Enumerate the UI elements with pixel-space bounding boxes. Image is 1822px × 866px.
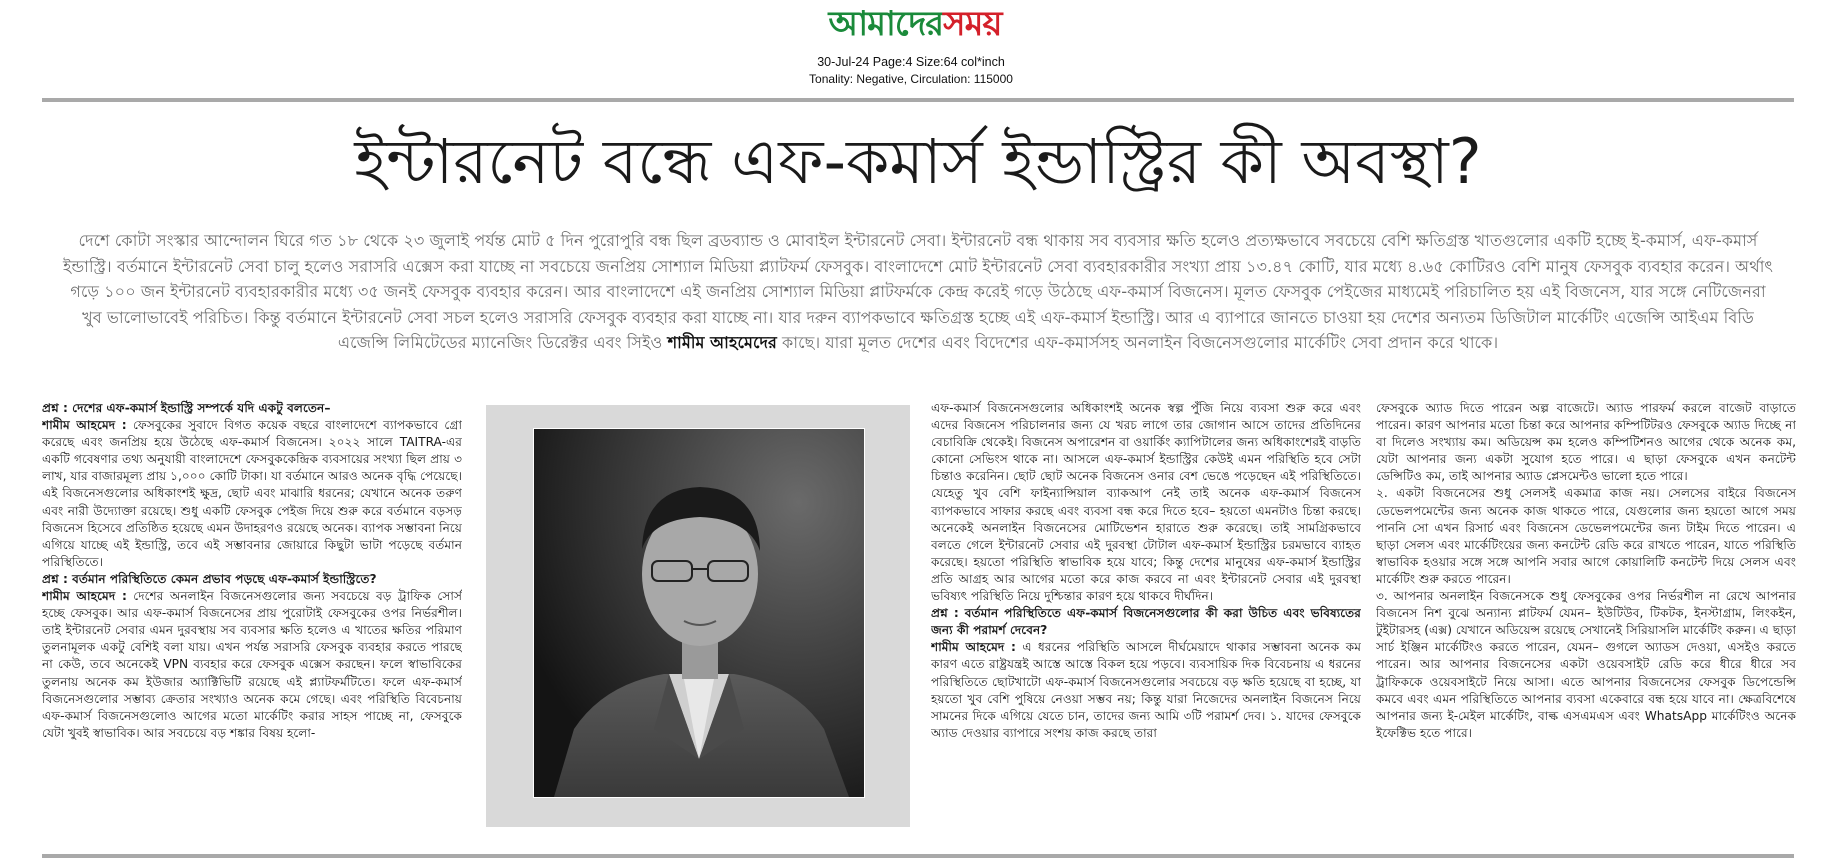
article-intro: [62, 228, 1774, 384]
question-3: প্রশ্ন : বর্তমান পরিস্থিতিতে এফ-কমার্স বিজনেসগুলোর কী করা উচিত এবং ভবিষ্যতের জন্য কী পরামর্শ দেবেন?: [931, 606, 1361, 638]
question-2: প্রশ্ন : বর্তমান পরিস্থিতিতে কেমন প্রভাব পড়ছে এফ-কমার্স ইন্ডাস্ট্রিতে?: [42, 571, 377, 586]
answer-text: ফেসবুকের সুবাদে বিগত কয়েক বছরে বাংলাদেশে ব্যাপকভাবে গ্রো করেছে এবং জনপ্রিয় হয়ে উঠেছে এফ-কমার্স বিজনেস। ২০২২ সালে TAITRA-এর একটি গবেষণার তথ্য অনুযায়ী বাংলাদেশে ফেসবুককেন্দ্রিক ব্যবসায়ের সংখ্যা ছিল প্রায় ৩ লাখ, যার বাজারমূল্য প্রায় ১,০০০ কোটি টাকা। যা বর্তমানে আরও অনেক বৃদ্ধি পেয়েছে। এই বিজনেসগুলোর অধিকাংশই ক্ষুদ্র, ছোট এবং মাঝারি ধরনের; যেখানে অনেক তরুণ এবং নারী উদ্যোক্তা রয়েছে। শুধু একটি ফেসবুক পেইজ দিয়ে শুরু করে বর্তমানে বড়সড় বিজনেস হিসেবে প্রতিষ্ঠিত হয়েছে এমন উদাহরণও রয়েছে অনেক। ব্যাপক সম্ভাবনা নিয়ে এগিয়ে যাচ্ছে এই ইন্ডাস্ট্রি, তবে এই সম্ভাবনার জোয়ারে কিছুটা ভাটা পড়েছে বর্তমান পরিস্থিতিতে।: [42, 418, 462, 569]
logo-part-green: আমাদের: [828, 4, 944, 44]
answer-1: [42, 417, 462, 571]
article-column-3: [931, 400, 1361, 830]
newspaper-logo: [775, 2, 1055, 46]
intro-text-2: কাছে। যারা মূলত দেশের এবং বিদেশের এফ-কমার্সসহ অনলাইন বিজনেসগুলোর মার্কেটিং সেবা প্রদান করে থাকে।: [782, 333, 1499, 352]
interviewee-photo: [533, 428, 865, 798]
article-column-4: [1376, 400, 1796, 830]
answer-3: [931, 639, 1361, 742]
answer-speaker: শামীম আহমেদ :: [42, 418, 127, 433]
answer-2: [42, 588, 462, 742]
question-1: প্রশ্ন : দেশের এফ-কমার্স ইন্ডাস্ট্রি সম্পর্কে যদি একটু বলতেন–: [42, 401, 331, 415]
paragraph: ২. একটা বিজনেসের শুধু সেলসই একমাত্র কাজ নয়। সেলসের বাইরে বিজনেস ডেভেলপমেন্টের জন্য অনেক কাজ থাকতে পারে, যেগুলোর জন্য হয়তো আগে সময় পাননি সো এখন রিসার্চ এবং বিজনেস ডেভেলপমেন্টের জন্য টাইম দিতে পারেন। এ ছাড়া সেলস এবং মার্কেটিংয়ের জন্য কনটেন্ট রেডি করে রাখতে পারেন, যাতে পরিস্থিতি স্বাভাবিক হওয়ার সঙ্গে সঙ্গে আপনি সবার আগে কোয়ালিটি কনটেন্ট দিয়ে সেলস এবং মার্কেটিং শুরু করতে পারেন।: [1376, 486, 1796, 586]
bottom-divider: [42, 854, 1794, 858]
intro-text-1: দেশে কোটা সংস্কার আন্দোলন ঘিরে গত ১৮ থেকে ২৩ জুলাই পর্যন্ত মোট ৫ দিন পুরোপুরি বন্ধ ছিল ব্রডব্যান্ড ও মোবাইল ইন্টারনেট সেবা। ইন্টারনেট বন্ধ থাকায় সব ব্যবসার ক্ষতি হলেও প্রত্যক্ষভাবে সবচেয়ে বেশি ক্ষতিগ্রস্ত খাতগুলোর একটি হচ্ছে ই-কমার্স, এফ-কমার্স ইন্ডাস্ট্রি। বর্তমানে ইন্টারনেট সেবা চালু হলেও সরাসরি এক্সেস করা যাচ্ছে না সবচেয়ে জনপ্রিয় সোশ্যাল মিডিয়া প্ল্যাটফর্ম ফেসবুক। বাংলাদেশে মোট ইন্টারনেট সেবা ব্যবহারকারীর সংখ্যা প্রায় ১৩.৪৭ কোটি, যার মধ্যে ৪.৬৫ কোটিরও বেশি মানুষ ফেসবুক ব্যবহার করেন। অর্থাৎ গড়ে ১০০ জন ইন্টারনেট ব্যবহারকারীর মধ্যে ৩৫ জনই ফেসবুক ব্যবহার করেন। আর বাংলাদেশে এই জনপ্রিয় সোশ্যাল মিডিয়া প্লাটফর্মকে কেন্দ্র করেই গড়ে উঠেছে এফ-কমার্স বিজনেস। মূলত ফেসবুক পেইজের মাধ্যমেই পরিচালিত হয় এই বিজনেস, যার সঙ্গে নেটিজেনরা খুব ভালোভাবেই পরিচিত। কিন্তু বর্তমানে ইন্টারনেট সেবা সচল হলেও সরাসরি ফেসবুক ব্যবহার করা যাচ্ছে না। যার দরুন ব্যাপকভাবে ক্ষতিগ্রস্ত হচ্ছে এই এফ-কমার্স ইন্ডাস্ট্রি। আর এ ব্যাপারে জানতে চাওয়া হয় দেশের অন্যতম ডিজিটাল মার্কেটিং এজেন্সি আইএম বিডি এজেন্সি লিমিটেডের ম্যানেজিং ডিরেক্টর এবং সিইও: [62, 231, 1774, 352]
paragraph: ফেসবুকে অ্যাড দিতে পারেন অল্প বাজেটে। অ্যাড পারফর্ম করলে বাজেট বাড়াতে পারেন। কারণ আপনার মতো চিন্তা করে আপনার কম্পিটিটরও ফেসবুকে অ্যাড দিচ্ছে না বা দিলেও সংখ্যায় কম। অডিয়েন্স কম হলেও কম্পিটিশনও আগের থেকে অনেক কম, যেটা আপনার জন্য একটা সুযোগ হতে পারে। এ ছাড়া ফেসবুকে এখন কনটেন্ট ডেন্সিটিও কম, তাই আপনার অ্যাড প্লেসমেন্টও ভালো হতে পারে।: [1376, 401, 1796, 484]
answer-speaker: শামীম আহমেদ :: [931, 640, 1016, 655]
paragraph: এফ-কমার্স বিজনেসগুলোর অধিকাংশই অনেক স্বল্প পুঁজি নিয়ে ব্যবসা শুরু করে এবং এদের বিজনেস পরিচালনার জন্য যে খরচ লাগে তার জোগান আসে তাদের প্রতিদিনের বেচাবিক্রি থেকেই। বিজনেস অপারেশন বা ওয়ার্কিং ক্যাপিটালের জন্য অধিকাংশেরই বাড়তি কোনো সেভিংস থাকে না। আসলে এফ-কমার্স ইন্ডাস্ট্রির কেউই এমন পরিস্থিতি হবে সেটা চিন্তাও করেনিন। ছোট ছোট অনেক বিজনেস ওনার বেশ ভেঙে পড়েছেন এই পরিস্থিতিতে। যেহেতু খুব বেশি ফাইন্যান্সিয়াল ব্যাকআপ নেই তাই অনেক এফ-কমার্স বিজনেস ব্যাপকভাবে সাফার করছে এবং ব্যবসা বন্ধ করে দিতে হবে– হয়তো এমনটাও চিন্তা করছে। অনেকেই অনলাইন বিজনেসের মোটিভেশন হারাতে শুরু করেছে। তাই সামগ্রিকভাবে বলতে গেলে ইন্টারনেট সেবার এই দুরবস্থা টোটাল এফ-কমার্স ইন্ডাস্ট্রির চরমভাবে ব্যাহত করেছে। হয়তো পরিস্থিতি স্বাভাবিক হয়ে যাবে; কিন্তু দেশের মানুষের এফ-কমার্স ইন্ডাস্ট্রির প্রতি আগ্রহ আর আগের মতো করে কাজ করবে না এবং ইন্টারনেট সেবার এই দুরবস্থা ভবিষ্যৎ পরিস্থিতি নিয়ে দুশ্চিন্তার কারণ হয়ে থাকবে দীর্ঘদিন।: [931, 401, 1361, 604]
answer-text: দেশের অনলাইন বিজনেসগুলোর জন্য সবচেয়ে বড় ট্রাফিক সোর্স হচ্ছে ফেসবুক। আর এফ-কমার্স বিজনেসের প্রায় পুরোটাই ফেসবুকের ওপর নির্ভরশীল। তাই ইন্টারনেট সেবার এমন দুরবস্থায় সব ব্যবসার ক্ষতি হলেও এ খাতের ক্ষতির পরিমাণ তুলনামূলক একটু বেশিই বলা যায়। এখন পর্যন্ত সরাসরি ফেসবুক ব্যবহার করতে পারছে না কেউ, তবে অনেকেই VPN ব্যবহার করে ফেসবুক এক্সেস করছেন। ফলে স্বাভাবিকের তুলনায় অনেক কম ইউজার অ্যাক্টিভিটি রয়েছে এই প্ল্যাটফর্মটিতে। ফলে এফ-কমার্স বিজনেসগুলোর সম্ভাব্য ক্রেতার সংখ্যাও অনেক কমে গেছে। এবং পরিস্থিতি বিবেচনায় এফ-কমার্স বিজনেসগুলোও আগের মতো মার্কেটিং করার সাহস পাচ্ছে না, ফেসবুকে যেটা খুবই স্বাভাবিক। আর সবচেয়ে বড় শঙ্কার বিষয় হলো-: [42, 589, 462, 740]
article-headline: ইন্টারনেট বন্ধে এফ-কমার্স ইন্ডাস্ট্রির কী অবস্থা?: [354, 125, 1482, 198]
logo-part-red: সময়: [943, 4, 1002, 44]
article-column-1: [42, 400, 462, 830]
intro-interviewee-name: শামীম আহমেদের: [667, 333, 777, 352]
top-divider: [42, 98, 1794, 102]
answer-speaker: শামীম আহমেদ :: [42, 589, 127, 604]
paragraph: ৩. আপনার অনলাইন বিজনেসকে শুধু ফেসবুকের ওপর নির্ভরশীল না রেখে আপনার বিজনেস নিশ বুঝে অন্যান্য প্লাটফর্ম যেমন– ইউটিউব, টিকটক, ইনস্টাগ্রাম, লিংকইন, টুইটারসহ (এক্স) যেখানে অডিয়েন্স রয়েছে সেখানেই সিরিয়াসলি মার্কেটিং করুন। এ ছাড়া সার্চ ইঞ্জিন মার্কেটিংও করতে পারেন, যেমন– গুগলে অ্যাডস দেওয়া, এসইও করতে পারেন। আর আপনার বিজনেসের একটা ওয়েবসাইট রেডি করে ধীরে ধীরে সব ট্রাফিককে ওয়েবসাইটে নিয়ে আসা। এতে আপনার বিজনেসের ফেসবুক ডিপেন্ডেন্সি কমবে এবং এমন পরিস্থিতিতে আপনার ব্যবসা একেবারে বন্ধ হয়ে যাবে না। ক্ষেত্রবিশেষে আপনার জন্য ই-মেইল মার্কেটিং, বাল্ক এসএমএস এবং WhatsApp মার্কেটিংও অনেক ইফেক্টিভ হতে পারে।: [1376, 589, 1796, 740]
clipping-meta-date: 30-Jul-24 Page:4 Size:64 col*inch: [817, 55, 1005, 69]
answer-text: এ ধরনের পরিস্থিতি আসলে দীর্ঘমেয়াদে থাকার সম্ভাবনা অনেক কম কারণ এতে রাষ্ট্রযন্ত্রই আস্তে আস্তে বিকল হয়ে পড়বে। ব্যবসায়িক দিক বিবেচনায় এ ধরনের পরিস্থিতিতে ছোটখাটো এফ-কমার্স বিজনেসগুলোর সবচেয়ে বড় ক্ষতি হয়েছে বা হচ্ছে, যা হয়তো খুব বেশি পুষিয়ে নেওয়া সম্ভব নয়; কিন্তু যারা নিজেদের অনলাইন বিজনেস নিয়ে সামনের দিকে এগিয়ে যেতে চান, তাদের জন্য আমি ৩টি পরামর্শ দেব। ১. যাদের ফেসবুকে অ্যাড দেওয়ার ব্যাপারে সংশয় কাজ করছে তারা: [931, 640, 1361, 740]
clipping-meta-tonality: Tonality: Negative, Circulation: 115000: [809, 72, 1013, 86]
